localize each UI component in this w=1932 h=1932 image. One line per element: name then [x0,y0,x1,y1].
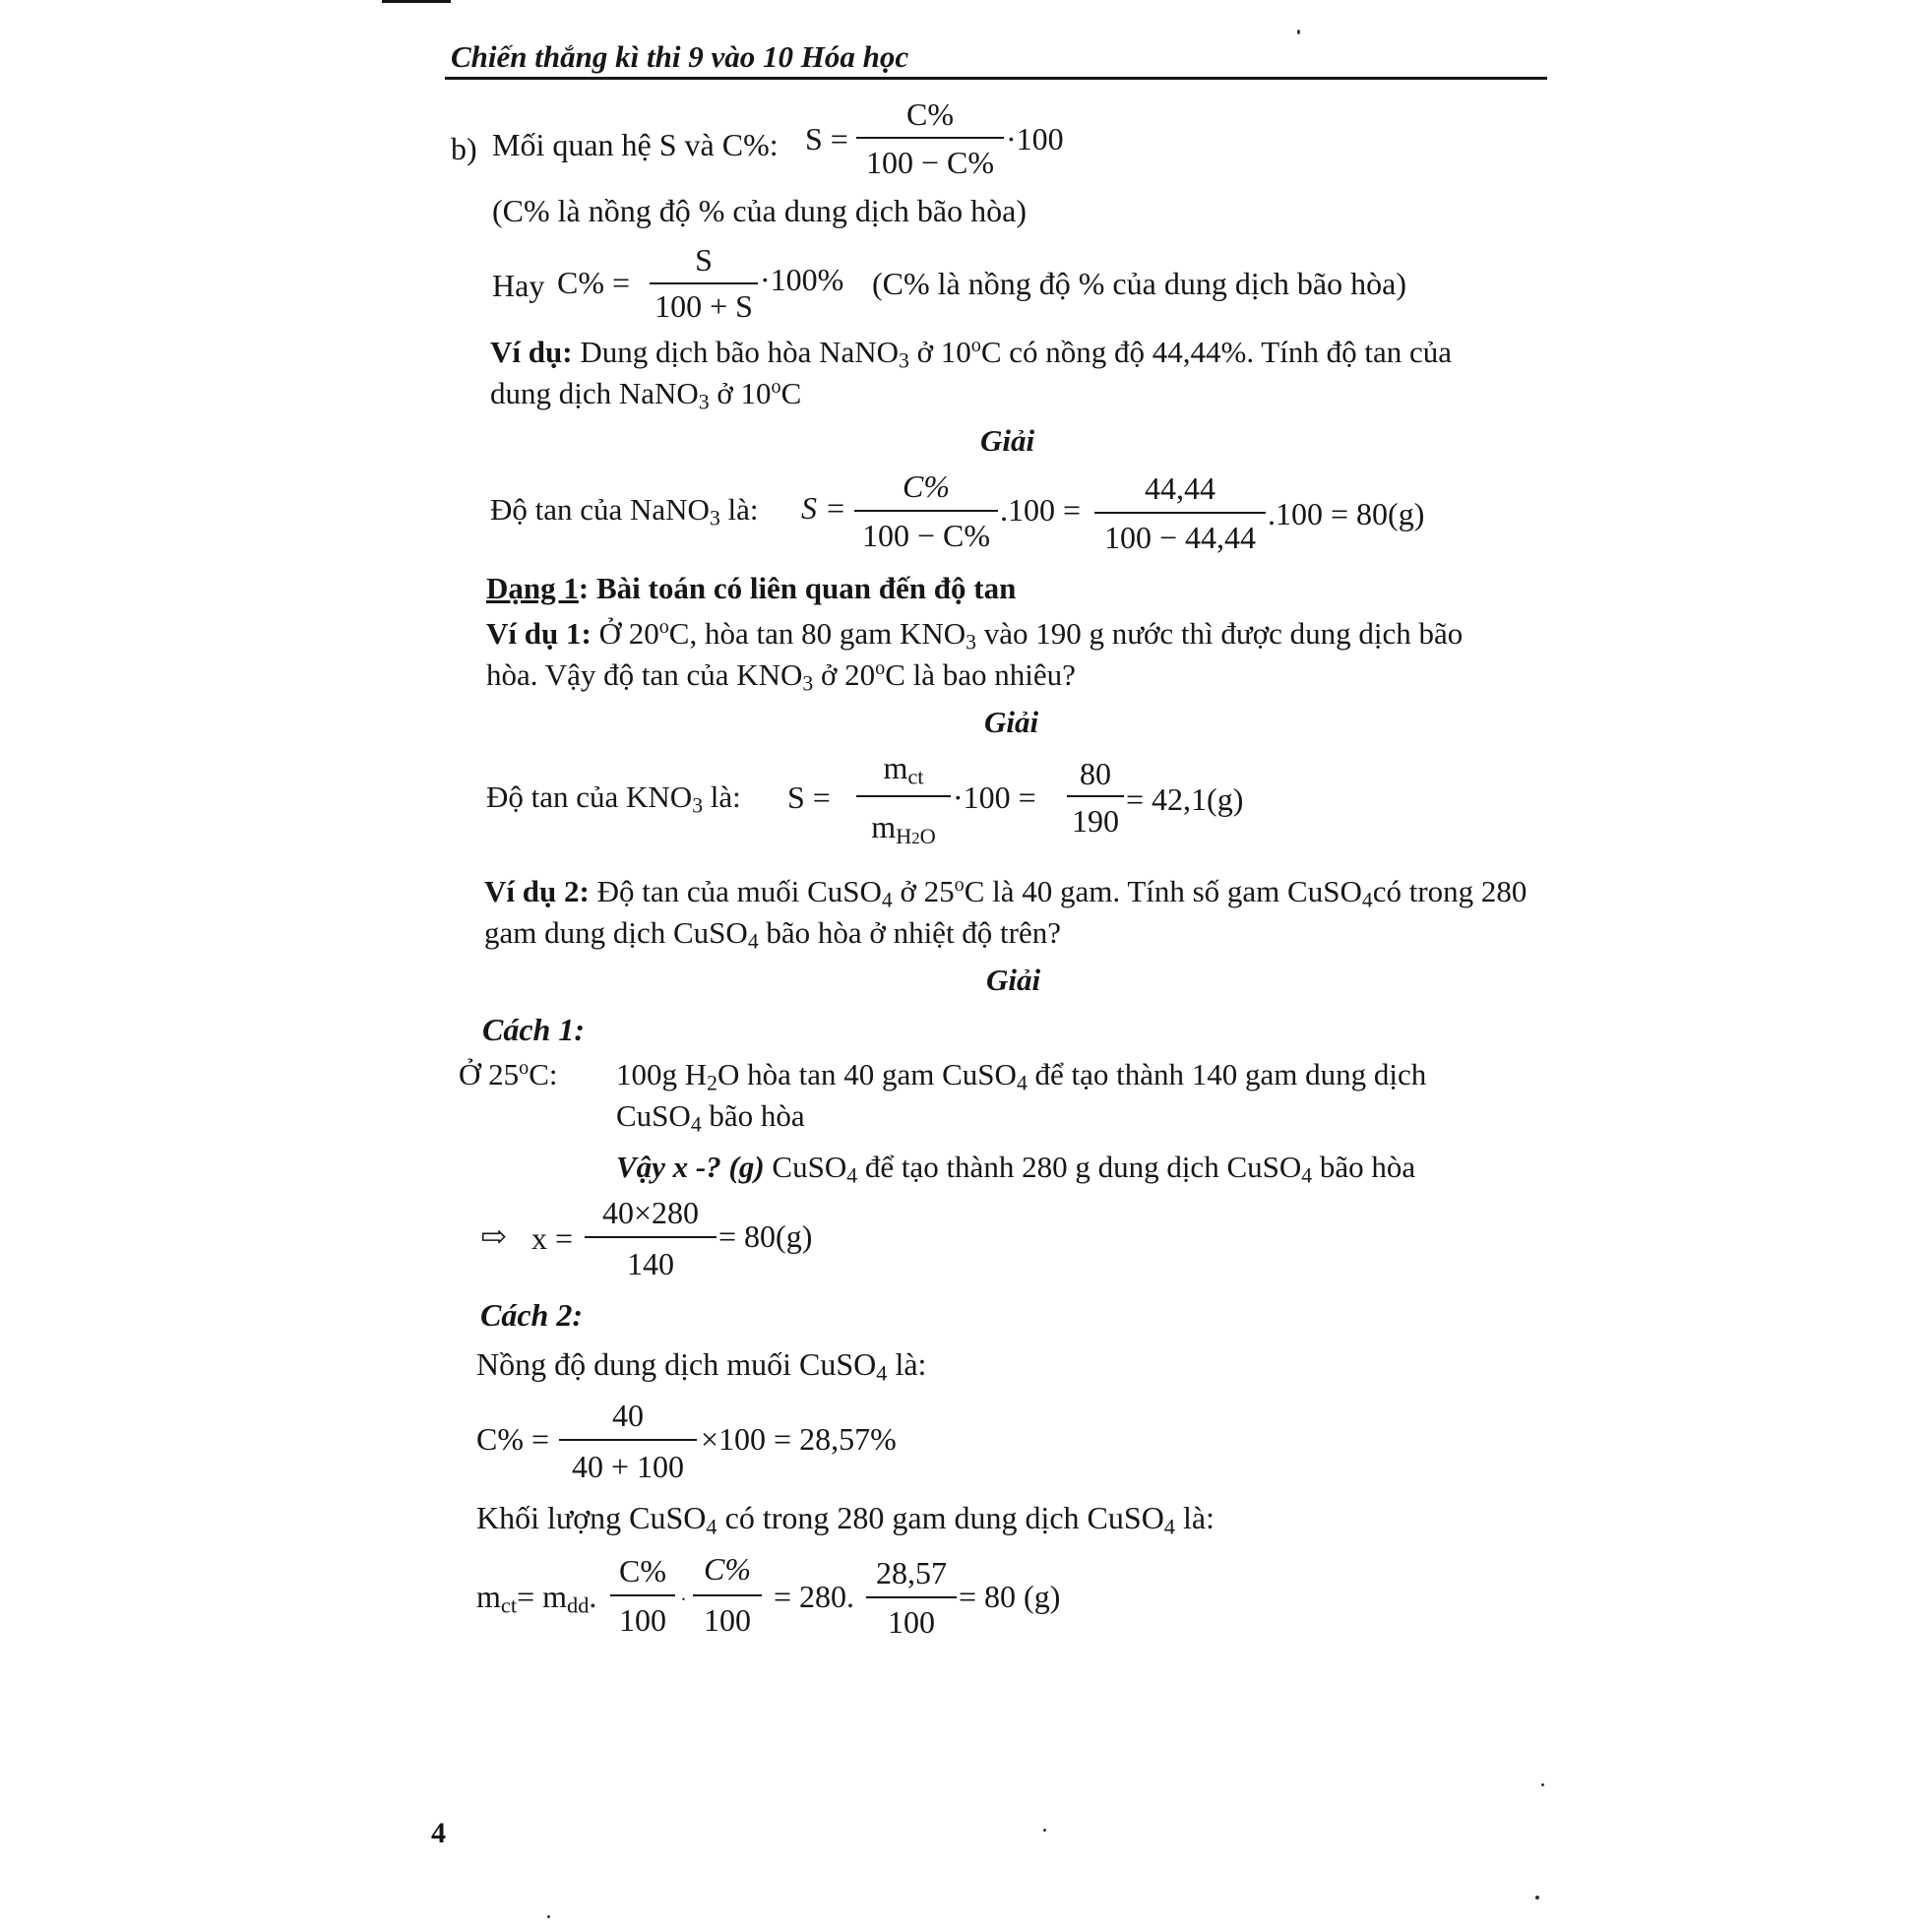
example0-label: Ví dụ: [490,335,573,369]
cach1-title: Cách 1: [482,1012,585,1047]
example1-line1: Ví dụ 1: Ở 20$^o$C, hòa tan 80 gam $KNO_3$ vào 190 g nước thì được dung dịch bão [486,615,1464,654]
example0-eq-label: Độ tan của NaNO$_3$ là: [490,492,759,530]
page-number: 4 [431,1817,446,1849]
example1-num1: $m_{ct}$ [883,750,924,789]
section-b-prefix: b) [451,131,477,166]
example1-label: Ví dụ 1: [486,616,592,651]
cach2-m-result: = 80 (g) [959,1579,1061,1614]
cach2-c-fraction-bar [559,1439,697,1441]
example1-fraction-bar-2 [1067,795,1124,797]
cach2-m-lhs: $m_{ct}= m_{dd}$. [476,1579,597,1618]
example2-label: Ví dụ 2: [484,874,590,908]
scan-speck [547,1915,550,1918]
scan-speck [1297,30,1300,34]
cach2-f1-bar [610,1594,675,1596]
section-b-num: C% [906,96,954,132]
example1-num2: 80 [1080,756,1111,791]
example1-result: = 42,1(g) [1126,781,1244,817]
cach1-arrow: ⇨ [480,1218,507,1254]
cach2-f3-bar [866,1596,957,1598]
example0-mid: .100 = [1000,492,1082,528]
cach1-line2: CuSO$_4$ bão hòa [616,1098,805,1137]
example1-eq-label: Độ tan của $KNO_3$ là: [486,779,741,818]
section-b-fraction-bar [856,137,1004,139]
example1-eq-lhs: S = [787,779,831,815]
scan-speck [1535,1896,1539,1900]
cach2-f2-den: 100 [704,1602,751,1638]
hay-tail: ·100% [760,262,844,297]
cach1-den: 140 [627,1246,674,1281]
cach2-f2-num: C% [704,1551,751,1587]
section-b-den: 100 − C% [865,145,995,180]
example2-solution-title: Giải [986,963,1041,997]
example1-fraction-bar-1 [856,795,951,797]
example0-num1: C% [903,468,950,504]
cach2-f1-num: C% [619,1553,666,1589]
cach2-f3-den: 100 [888,1604,935,1640]
example0-den2: 100 − 44,44 [1103,520,1257,555]
example0-num2: 44,44 [1145,470,1215,506]
cach2-dot-sep: . [681,1584,686,1605]
cach1-num: 40×280 [601,1195,700,1230]
hay-label: Hay [492,268,545,303]
cach1-condition: Ở 25$^o$C: [459,1056,558,1091]
cach2-c-num: 40 [612,1398,644,1433]
example0-fraction-bar-2 [1094,512,1266,514]
example0-line1: Ví dụ: Dung dịch bão hòa NaNO$_3$ ở 10$^o$C có nồng độ 44,44%. Tính độ tan của [490,334,1452,373]
example0-fraction-bar-1 [854,510,998,512]
hay-note: (C% là nồng độ % của dung dịch bão hòa) [872,266,1406,301]
example0-eq-lhs: S = [801,490,846,526]
cach2-mass-line: Khối lượng CuSO$_4$ có trong 280 gam dung dịch CuSO$_4$ là: [476,1500,1215,1539]
hay-den: 100 + S [654,288,753,324]
example0-result: .100 = 80(g) [1268,496,1425,531]
dang1-heading: Dạng 1: Bài toán có liên quan đến độ tan [486,571,1017,605]
top-edge-mark [382,0,451,3]
cach2-c-result: ×100 = 28,57% [701,1421,897,1457]
cach2-f3-num: 28,57 [876,1555,947,1590]
cach1-fraction-bar [585,1236,717,1238]
cach2-f2-bar [693,1594,762,1596]
cach1-line3: Vậy x -? (g) CuSO$_4$ để tạo thành 280 g dung dịch CuSO$_4$ bão hòa [616,1150,1416,1188]
hay-lhs: C% = [557,265,631,300]
example1-mid: ·100 = [953,779,1036,815]
cach2-m-mid: = 280. [774,1579,855,1614]
example1-den2: 190 [1072,803,1119,839]
cach2-f1-den: 100 [619,1602,666,1638]
cach2-c-den: 40 + 100 [571,1449,685,1484]
section-b-lhs: S = [805,121,848,156]
hay-num: S [695,242,713,278]
section-b-note: (C% là nồng độ % của dung dịch bão hòa) [492,193,1027,228]
example1-line2: hòa. Vậy độ tan của $KNO_3$ ở 20$^o$C là bao nhiêu? [486,656,1076,696]
cach2-concentration-line: Nồng độ dung dịch muối CuSO$_4$ là: [476,1346,927,1386]
cach2-title: Cách 2: [480,1297,583,1333]
cach1-eq-lhs: x = [531,1220,574,1256]
scan-speck [1541,1783,1544,1786]
scan-speck [1043,1829,1046,1832]
example0-den1: 100 − C% [861,518,991,553]
hay-fraction-bar [650,282,758,284]
cach1-result: = 80(g) [718,1218,813,1254]
header-title: Chiến thắng kì thi 9 vào 10 Hóa học [451,39,909,74]
section-b-label: Mối quan hệ S và C%: [492,127,779,162]
example0-solution-title: Giải [980,423,1035,458]
example1-den1: $m_{H2O}$ [871,809,936,848]
cach2-c-lhs: C% = [476,1421,550,1457]
cach1-line1: 100g $H_2O$ hòa tan 40 gam CuSO$_4$ để tạo thành 140 gam dung dịch [616,1057,1427,1095]
example2-line2: gam dung dịch CuSO$_4$ bão hòa ở nhiệt độ trên? [484,915,1062,954]
header-rule [445,77,1547,80]
example1-solution-title: Giải [984,705,1039,739]
example2-line1: Ví dụ 2: Độ tan của muối CuSO$_4$ ở 25$^o$C là 40 gam. Tính số gam CuSO$_4$có trong 280 [484,873,1527,912]
example0-line2: dung dịch NaNO$_3$ ở 10$^o$C [490,375,802,414]
section-b-tail: ·100 [1006,121,1064,156]
